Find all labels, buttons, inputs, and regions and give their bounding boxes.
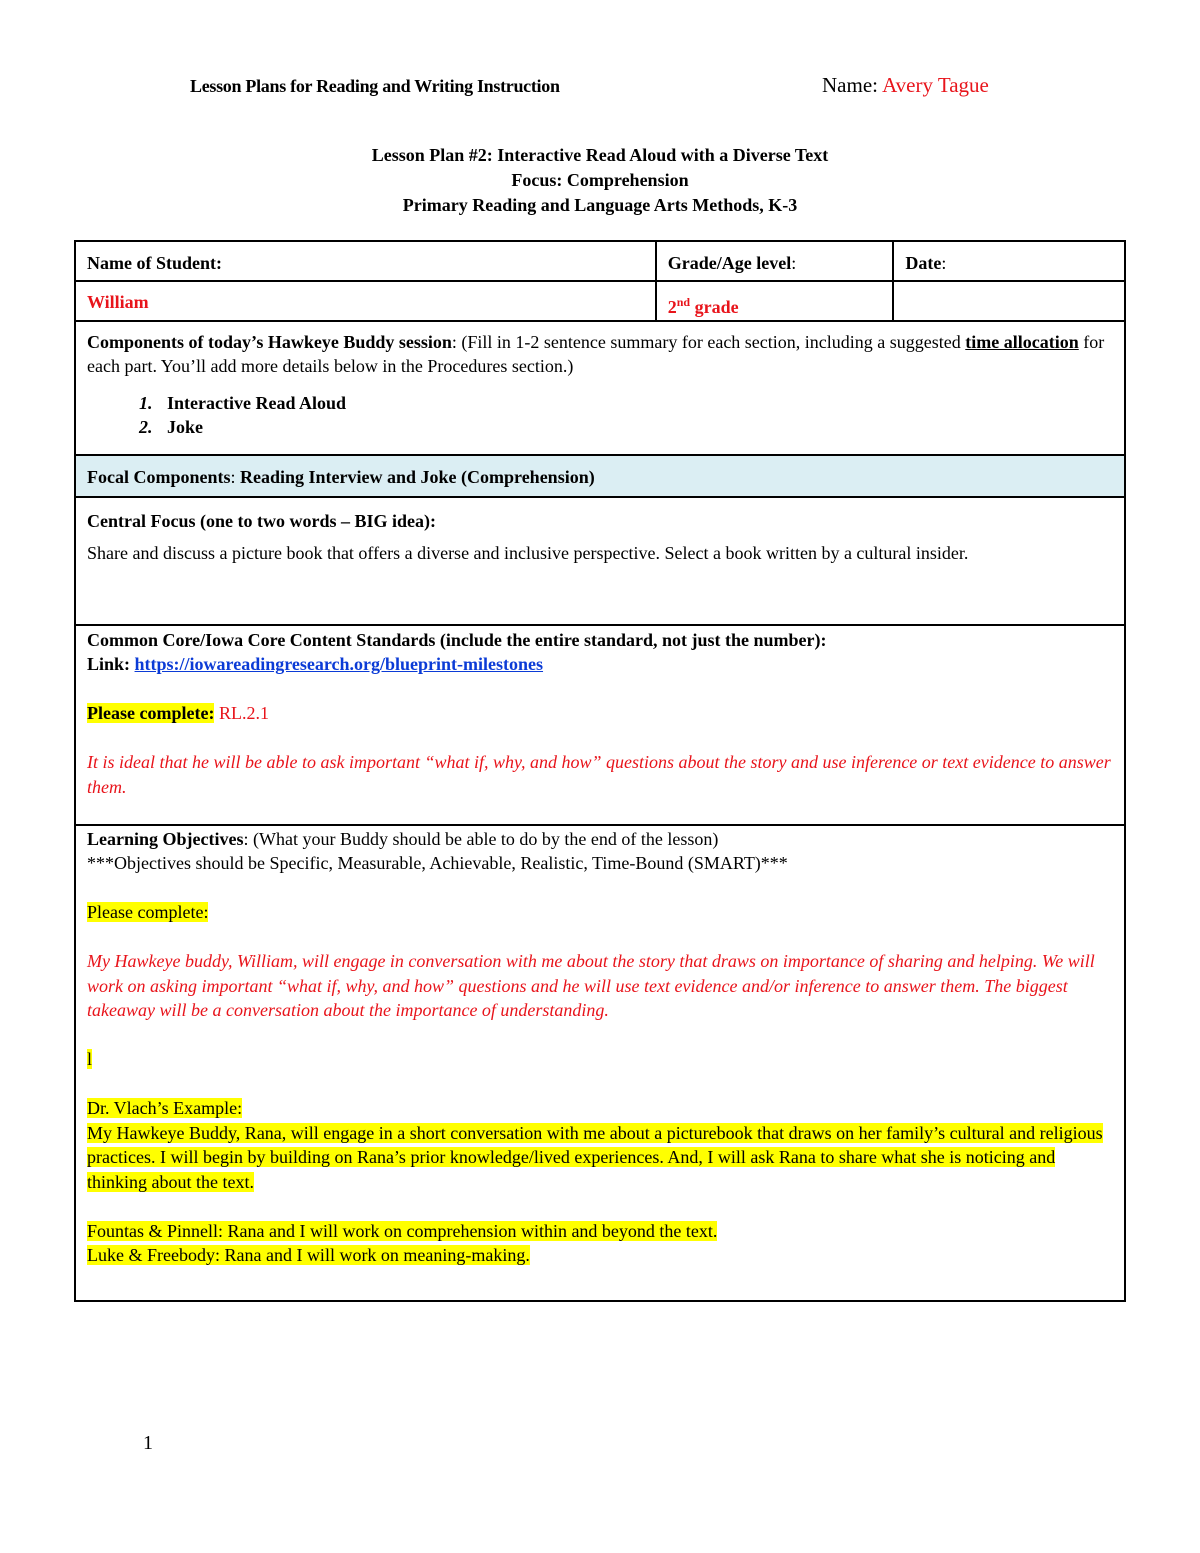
focal-row	[75, 455, 1125, 497]
list-item: 1. Interactive Read Aloud	[157, 391, 1113, 416]
name-value: Avery Tague	[882, 73, 989, 97]
lesson-title: Lesson Plan #2: Interactive Read Aloud with a Diverse Text	[371, 145, 829, 165]
lesson-plan-table	[74, 240, 1126, 1302]
grade-value-cell	[656, 281, 894, 321]
course-subtitle: Primary Reading and Language Arts Methods, K-3	[402, 195, 798, 215]
components-instructions	[87, 330, 1113, 379]
components-list	[87, 391, 1113, 440]
fountas-pinnell-line	[87, 1219, 1113, 1244]
student-value: William	[87, 292, 149, 312]
name-label: Name:	[822, 73, 883, 97]
date-colon: :	[941, 253, 947, 273]
objectives-lead-rest: : (What your Buddy should be able to do by the end of the lesson)	[243, 828, 719, 849]
objectives-cell	[75, 825, 1125, 1301]
time-allocation-emphasis: time allocation	[965, 331, 1079, 352]
components-row	[75, 321, 1125, 455]
student-label-cell	[75, 241, 656, 281]
standards-please-line	[87, 701, 1113, 726]
blueprint-milestones-link[interactable]: https://iowareadingresearch.org/blueprint-milestones	[134, 654, 544, 674]
central-focus-cell	[75, 497, 1125, 625]
student-value-cell	[75, 281, 656, 321]
date-label-cell	[893, 241, 1125, 281]
objectives-please-line	[87, 900, 1113, 925]
focal-colon: :	[230, 466, 236, 487]
standard-text: It is ideal that he will be able to ask important “what if, why, and how” questions about the story and use inference or text evidence to answer them.	[87, 752, 1111, 797]
please-complete-label: Please complete:	[87, 703, 215, 723]
list-item: 2. Joke	[157, 415, 1113, 440]
grade-label: Grade/Age level	[667, 253, 792, 273]
table-row	[75, 281, 1125, 321]
example-text: My Hawkeye Buddy, Rana, will engage in a short conversation with me about a picturebook that draws on her family’s cultural and religious practices. I will begin by building on Rana’s prior knowledge/lived experiences. And, I will ask Rana to share what she is noticing and thinking about the text.	[87, 1122, 1103, 1192]
example-text-line	[87, 1121, 1113, 1195]
objectives-row	[75, 825, 1125, 1301]
central-focus-heading: Central Focus (one to two words – BIG idea):	[87, 510, 436, 531]
smart-line: ***Objectives should be Specific, Measurable, Achievable, Realistic, Time-Bound (SMART)***	[87, 853, 788, 873]
focal-heading-a: Focal Components	[87, 466, 231, 487]
date-label: Date	[905, 253, 942, 273]
standard-code: RL.2.1	[214, 703, 269, 723]
objectives-lead	[87, 827, 1113, 852]
lesson-title-block	[0, 143, 1200, 218]
focal-heading-b: Reading Interview and Joke (Comprehension)	[235, 466, 595, 487]
course-title: Lesson Plans for Reading and Writing Instruction	[190, 76, 560, 96]
lesson-focus: Focus: Comprehension	[511, 170, 689, 190]
luke-freebody-line	[87, 1243, 1113, 1268]
grade-number: 2	[667, 297, 677, 317]
standards-heading: Common Core/Iowa Core Content Standards (include the entire standard, not just the number):	[87, 629, 827, 650]
components-heading: Components of today’s Hawkeye Buddy session	[87, 331, 452, 352]
standards-cell	[75, 625, 1125, 825]
stray-mark: l	[87, 1049, 93, 1069]
objectives-heading: Learning Objectives	[87, 828, 244, 849]
link-label: Link:	[87, 654, 135, 674]
central-focus-row	[75, 497, 1125, 625]
student-name-header	[822, 73, 989, 98]
grade-word: grade	[690, 297, 739, 317]
central-focus-text: Share and discuss a picture book that offers a diverse and inclusive perspective. Select a book written by a cultural insider.	[87, 543, 969, 563]
student-label: Name of Student:	[87, 253, 222, 273]
standards-link-line	[87, 652, 1113, 677]
grade-suffix: nd	[676, 295, 691, 309]
please-complete-label: Please complete:	[87, 902, 209, 922]
stray-mark-line	[87, 1047, 1113, 1072]
objective-text: My Hawkeye buddy, William, will engage in conversation with me about the story that draws on importance of sharing and helping. We will work on asking important “what if, why, and how” questions and he will use text evidence and/or inference to answer them. The biggest takeaway will be a conversation about the importance of understanding.	[87, 951, 1095, 1020]
grade-label-cell	[656, 241, 894, 281]
luke-freebody-text: Luke & Freebody: Rana and I will work on meaning-making.	[87, 1245, 530, 1265]
grade-colon: :	[791, 253, 797, 273]
focal-cell	[75, 455, 1125, 497]
page-number: 1	[143, 1432, 153, 1454]
components-cell	[75, 321, 1125, 455]
example-label: Dr. Vlach’s Example:	[87, 1098, 243, 1118]
components-text-b: for each part. You’ll add more details below in the Procedures section.)	[87, 331, 1105, 376]
date-value-cell	[893, 281, 1125, 321]
example-label-line	[87, 1096, 1113, 1121]
components-text-a: : (Fill in 1-2 sentence summary for each section, including a suggested	[451, 331, 966, 352]
fountas-pinnell-text: Fountas & Pinnell: Rana and I will work on comprehension within and beyond the text.	[87, 1220, 718, 1241]
standards-row	[75, 625, 1125, 825]
table-row	[75, 241, 1125, 281]
